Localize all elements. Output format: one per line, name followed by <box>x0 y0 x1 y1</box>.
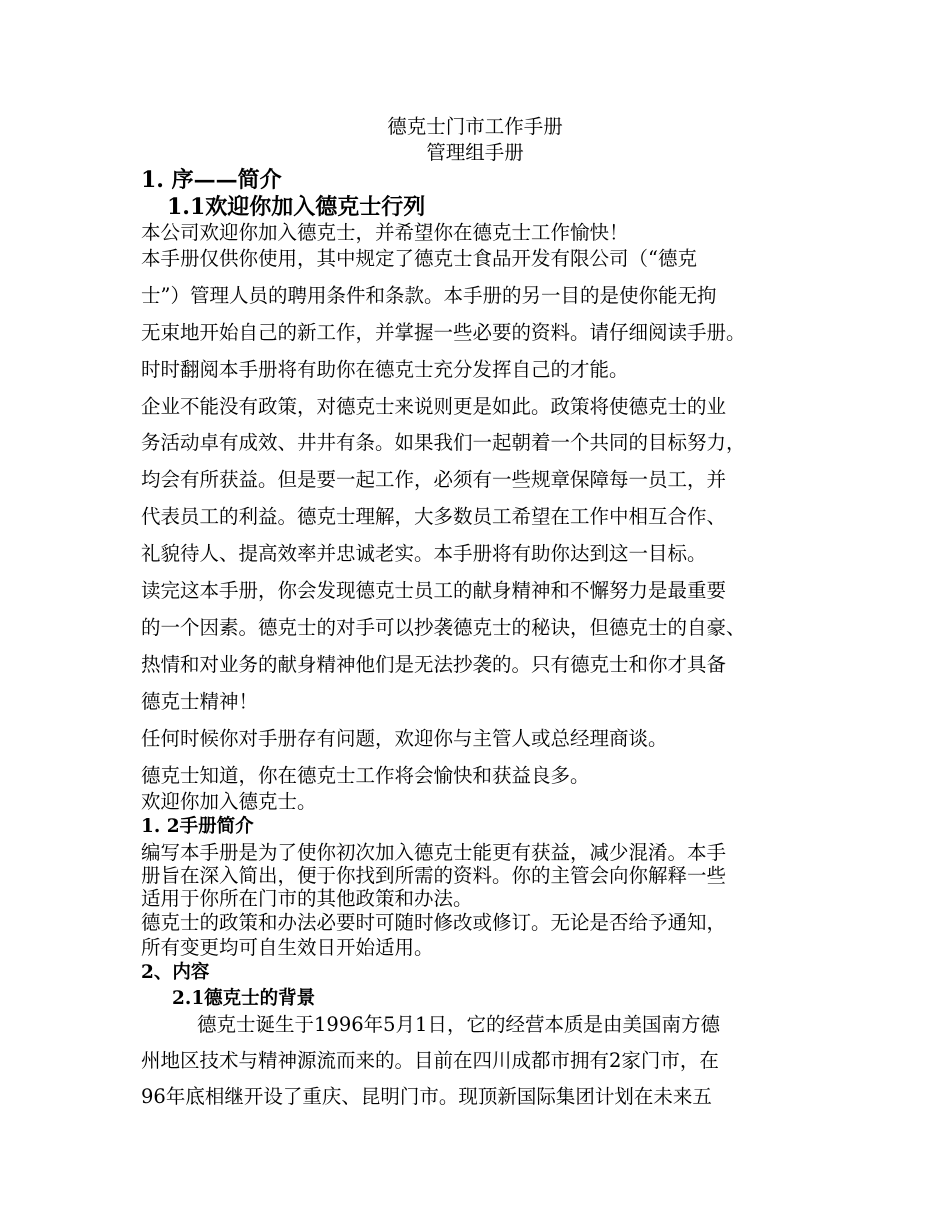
paragraph-line: 士”）管理人员的聘用条件和条款。本手册的另一目的是使你能无拘 <box>141 284 717 307</box>
paragraph-line: 礼貌待人、提高效率并忠诚老实。本手册将有助你达到这一目标。 <box>141 542 707 565</box>
paragraph-line: 代表员工的利益。德克士理解，大多数员工希望在工作中相互合作、 <box>141 505 727 528</box>
paragraph-line: 热情和对业务的献身精神他们是无法抄袭的。只有德克士和你才具备 <box>141 653 727 676</box>
section-2-heading: 2、内容 <box>141 962 210 983</box>
paragraph-line: 册旨在深入简出，便于你找到所需的资料。你的主管会向你解释一些 <box>141 864 727 887</box>
paragraph-line: 无束地开始自己的新工作，并掌握一些必要的资料。请仔细阅读手册。 <box>141 321 746 344</box>
section-1-heading: 1. 序——简介 <box>141 167 282 193</box>
paragraph-line: 本手册仅供你使用，其中规定了德克士食品开发有限公司（“德克 <box>141 247 697 270</box>
paragraph-line: 均会有所获益。但是要一起工作，必须有一些规章保障每一员工，并 <box>141 468 727 491</box>
doc-subtitle: 管理组手册 <box>426 141 524 164</box>
paragraph-line: 德克士的政策和办法必要时可随时修改或修订。无论是否给予通知， <box>141 911 727 934</box>
paragraph-line: 州地区技术与精神源流而来的。目前在四川成都市拥有2家门市，在 <box>141 1049 719 1072</box>
paragraph-line: 欢迎你加入德克士。 <box>141 790 317 813</box>
paragraph-line: 德克士精神！ <box>141 690 259 713</box>
paragraph-line: 适用于你所在门市的其他政策和办法。 <box>141 887 473 910</box>
section-1-2-heading: 1. 2手册简介 <box>141 816 254 837</box>
paragraph-line: 务活动卓有成效、井井有条。如果我们一起朝着一个共同的目标努力， <box>141 431 746 454</box>
doc-title: 德克士门市工作手册 <box>387 115 563 138</box>
paragraph-line: 编写本手册是为了使你初次加入德克士能更有获益，减少混淆。本手 <box>141 841 727 864</box>
section-2-1-heading: 2.1德克士的背景 <box>172 988 316 1009</box>
paragraph-line: 企业不能没有政策，对德克士来说则更是如此。政策将使德克士的业 <box>141 395 727 418</box>
paragraph-line: 本公司欢迎你加入德克士，并希望你在德克士工作愉快！ <box>141 221 629 244</box>
paragraph-line: 时时翻阅本手册将有助你在德克士充分发挥自己的才能。 <box>141 358 629 381</box>
paragraph-line: 96年底相继开设了重庆、昆明门市。现顶新国际集团计划在未来五 <box>141 1085 712 1108</box>
paragraph-line: 的一个因素。德克士的对手可以抄袭德克士的秘诀，但德克士的自豪、 <box>141 616 746 639</box>
paragraph-line: 德克士诞生于1996年5月1日，它的经营本质是由美国南方德 <box>197 1013 720 1036</box>
paragraph-line: 任何时候你对手册存有问题，欢迎你与主管人或总经理商谈。 <box>141 727 668 750</box>
paragraph-line: 德克士知道，你在德克士工作将会愉快和获益良多。 <box>141 764 590 787</box>
section-1-1-heading: 1.1欢迎你加入德克士行列 <box>167 194 426 220</box>
paragraph-line: 读完这本手册，你会发现德克士员工的献身精神和不懈努力是最重要 <box>141 579 727 602</box>
paragraph-line: 所有变更均可自生效日开始适用。 <box>141 936 434 959</box>
